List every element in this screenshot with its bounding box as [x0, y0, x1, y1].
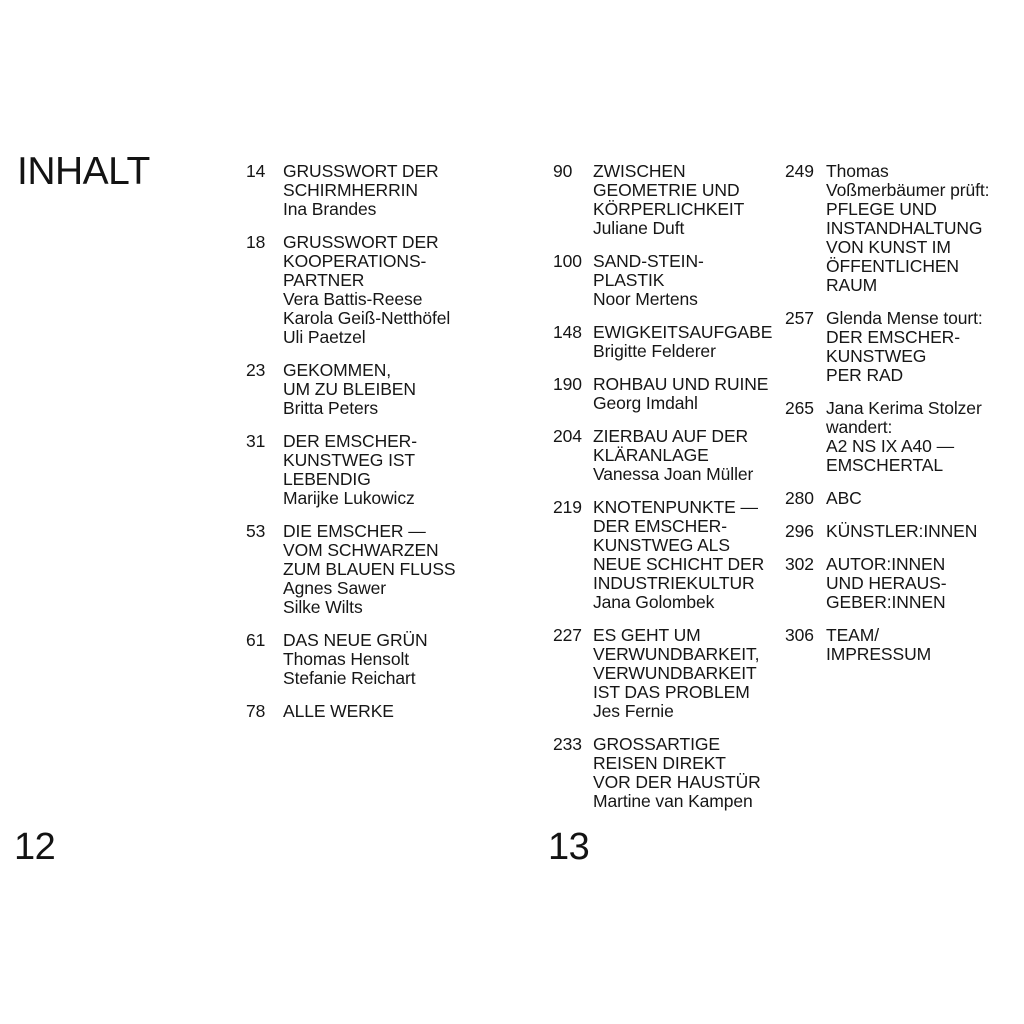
toc-entry-line: KLÄRANLAGE	[593, 445, 709, 465]
toc-entry-page-number: 249	[785, 161, 814, 181]
toc-entry-line: VON KUNST IM	[826, 237, 951, 257]
toc-entry-line: KOOPERATIONS-	[283, 251, 427, 271]
toc-entry-page-number: 31	[246, 431, 266, 451]
toc-entry	[553, 498, 785, 612]
toc-entry-line: VERWUNDBARKEIT,	[593, 644, 760, 664]
toc-entry-line: SAND-STEIN-	[593, 251, 704, 271]
toc-entry-text	[283, 631, 464, 688]
toc-entry-page-number: 233	[553, 734, 582, 754]
toc-entry-line: DAS NEUE GRÜN	[283, 630, 428, 650]
toc-column-left	[246, 162, 464, 735]
toc-entry-text	[283, 361, 464, 418]
toc-entry-line: Vera Battis-Reese	[283, 289, 423, 309]
toc-entry-page-number: 90	[553, 161, 573, 181]
toc-entry-page-number: 190	[553, 374, 582, 394]
toc-entry-line: IST DAS PROBLEM	[593, 682, 750, 702]
toc-entry-text	[593, 323, 785, 361]
toc-entry-line: Jana Golombek	[593, 592, 715, 612]
toc-entry-line: Thomas	[826, 161, 889, 181]
toc-entry-line: Stefanie Reichart	[283, 668, 416, 688]
toc-entry	[553, 252, 785, 309]
toc-entry-text	[283, 233, 464, 347]
toc-entry	[785, 162, 1015, 295]
toc-entry-line: DER EMSCHER-	[826, 327, 960, 347]
toc-entry-line: Uli Paetzel	[283, 327, 366, 347]
toc-entry-line: TEAM/	[826, 625, 879, 645]
toc-entry-line: PARTNER	[283, 270, 365, 290]
toc-entry-line: Martine van Kampen	[593, 791, 753, 811]
toc-entry	[785, 309, 1015, 385]
toc-entry	[785, 399, 1015, 475]
toc-entry-page-number: 219	[553, 497, 582, 517]
toc-entry-line: DIE EMSCHER —	[283, 521, 426, 541]
toc-entry-line: ZUM BLAUEN FLUSS	[283, 559, 456, 579]
toc-entry-line: Marijke Lukowicz	[283, 488, 415, 508]
folio-page-number-right: 13	[548, 826, 590, 868]
folio-page-number-left: 12	[14, 826, 56, 868]
toc-entry	[553, 427, 785, 484]
toc-entry-text	[593, 375, 785, 413]
toc-entry-text	[826, 399, 1015, 475]
toc-entry-line: Voßmerbäumer prüft:	[826, 180, 990, 200]
toc-entry-line: ALLE WERKE	[283, 701, 394, 721]
toc-entry	[246, 233, 464, 347]
toc-entry-text	[283, 522, 464, 617]
toc-entry-page-number: 61	[246, 630, 266, 650]
toc-entry-line: INDUSTRIEKULTUR	[593, 573, 755, 593]
toc-entry-page-number: 296	[785, 521, 814, 541]
toc-entry	[246, 432, 464, 508]
toc-entry-line: GRUSSWORT DER	[283, 232, 439, 252]
toc-entry-line: Juliane Duft	[593, 218, 685, 238]
toc-entry-page-number: 18	[246, 232, 266, 252]
toc-entry-line: Glenda Mense tourt:	[826, 308, 983, 328]
toc-entry-text	[593, 626, 785, 721]
toc-entry-line: ABC	[826, 488, 862, 508]
toc-entry-page-number: 23	[246, 360, 266, 380]
toc-entry-line: GEOMETRIE UND	[593, 180, 740, 200]
toc-entry-text	[826, 162, 1015, 295]
toc-entry	[246, 631, 464, 688]
toc-entry-page-number: 148	[553, 322, 582, 342]
toc-entry-line: VOR DER HAUSTÜR	[593, 772, 761, 792]
toc-entry-line: LEBENDIG	[283, 469, 371, 489]
page-title: INHALT	[17, 150, 150, 193]
toc-entry-line: Britta Peters	[283, 398, 378, 418]
toc-entry	[785, 522, 1015, 541]
toc-entry-line: KUNSTWEG IST	[283, 450, 415, 470]
toc-entry	[246, 162, 464, 219]
toc-entry-page-number: 227	[553, 625, 582, 645]
toc-entry-text	[593, 427, 785, 484]
toc-entry	[785, 489, 1015, 508]
toc-entry-line: ES GEHT UM	[593, 625, 701, 645]
toc-entry-line: KÖRPERLICHKEIT	[593, 199, 745, 219]
toc-entry-line: Ina Brandes	[283, 199, 377, 219]
toc-entry-text	[283, 432, 464, 508]
toc-entry-page-number: 306	[785, 625, 814, 645]
toc-entry-line: AUTOR:INNEN	[826, 554, 946, 574]
toc-entry-line: Noor Mertens	[593, 289, 698, 309]
toc-entry-line: SCHIRMHERRIN	[283, 180, 418, 200]
toc-entry-line: EMSCHERTAL	[826, 455, 943, 475]
toc-entry-text	[283, 162, 464, 219]
toc-entry-text	[283, 702, 464, 721]
toc-column-right	[785, 162, 1015, 678]
toc-entry-page-number: 257	[785, 308, 814, 328]
toc-column-middle	[553, 162, 785, 825]
toc-entry-page-number: 204	[553, 426, 582, 446]
toc-entry	[553, 375, 785, 413]
toc-entry-line: GEKOMMEN,	[283, 360, 391, 380]
toc-entry	[553, 162, 785, 238]
toc-entry-line: PER RAD	[826, 365, 904, 385]
toc-entry-line: GROSSARTIGE	[593, 734, 720, 754]
toc-entry-line: UM ZU BLEIBEN	[283, 379, 416, 399]
toc-entry	[553, 735, 785, 811]
toc-entry-text	[826, 489, 1015, 508]
toc-entry-line: Silke Wilts	[283, 597, 363, 617]
toc-entry-line: REISEN DIREKT	[593, 753, 726, 773]
toc-entry	[246, 702, 464, 721]
toc-entry	[553, 626, 785, 721]
toc-entry-line: UND HERAUS-	[826, 573, 947, 593]
toc-entry-text	[826, 626, 1015, 664]
toc-entry-line: KUNSTWEG ALS	[593, 535, 730, 555]
toc-entry-text	[593, 498, 785, 612]
toc-entry-line: wandert:	[826, 417, 893, 437]
toc-entry-line: KUNSTWEG	[826, 346, 927, 366]
toc-entry-line: Brigitte Felderer	[593, 341, 716, 361]
toc-entry-line: GEBER:INNEN	[826, 592, 946, 612]
toc-entry-page-number: 100	[553, 251, 582, 271]
toc-entry-line: DER EMSCHER-	[283, 431, 417, 451]
toc-entry-line: PLASTIK	[593, 270, 665, 290]
toc-entry-line: Agnes Sawer	[283, 578, 386, 598]
toc-entry-line: NEUE SCHICHT DER	[593, 554, 765, 574]
toc-entry-line: VOM SCHWARZEN	[283, 540, 439, 560]
toc-entry-page-number: 78	[246, 701, 266, 721]
toc-entry-page-number: 14	[246, 161, 266, 181]
toc-entry-line: RAUM	[826, 275, 878, 295]
toc-entry-line: PFLEGE UND	[826, 199, 937, 219]
toc-entry-line: KÜNSTLER:INNEN	[826, 521, 978, 541]
toc-entry-line: ZIERBAU AUF DER	[593, 426, 749, 446]
toc-entry-line: Thomas Hensolt	[283, 649, 410, 669]
toc-entry-line: VERWUNDBARKEIT	[593, 663, 757, 683]
toc-entry-line: A2 NS IX A40 —	[826, 436, 954, 456]
toc-entry-text	[593, 735, 785, 811]
toc-entry-text	[826, 555, 1015, 612]
toc-entry-line: ZWISCHEN	[593, 161, 686, 181]
toc-entry-page-number: 53	[246, 521, 266, 541]
toc-entry-line: Jana Kerima Stolzer	[826, 398, 982, 418]
toc-entry-line: ROHBAU UND RUINE	[593, 374, 769, 394]
toc-entry-line: KNOTENPUNKTE —	[593, 497, 758, 517]
toc-entry	[785, 626, 1015, 664]
toc-entry-line: Vanessa Joan Müller	[593, 464, 754, 484]
toc-entry-line: Jes Fernie	[593, 701, 674, 721]
toc-entry	[785, 555, 1015, 612]
toc-entry-page-number: 265	[785, 398, 814, 418]
toc-entry-text	[826, 522, 1015, 541]
toc-entry-line: Georg Imdahl	[593, 393, 698, 413]
toc-entry	[246, 522, 464, 617]
toc-entry-line: IMPRESSUM	[826, 644, 932, 664]
toc-entry-text	[593, 162, 785, 238]
toc-entry-line: GRUSSWORT DER	[283, 161, 439, 181]
toc-entry	[246, 361, 464, 418]
toc-entry-line: Karola Geiß-Netthöfel	[283, 308, 451, 328]
toc-entry-line: DER EMSCHER-	[593, 516, 727, 536]
toc-entry-page-number: 302	[785, 554, 814, 574]
toc-entry-line: EWIGKEITSAUFGABE	[593, 322, 773, 342]
toc-entry-text	[593, 252, 785, 309]
toc-entry	[553, 323, 785, 361]
toc-entry-line: ÖFFENTLICHEN	[826, 256, 959, 276]
toc-entry-page-number: 280	[785, 488, 814, 508]
toc-entry-text	[826, 309, 1015, 385]
toc-entry-line: INSTANDHALTUNG	[826, 218, 983, 238]
